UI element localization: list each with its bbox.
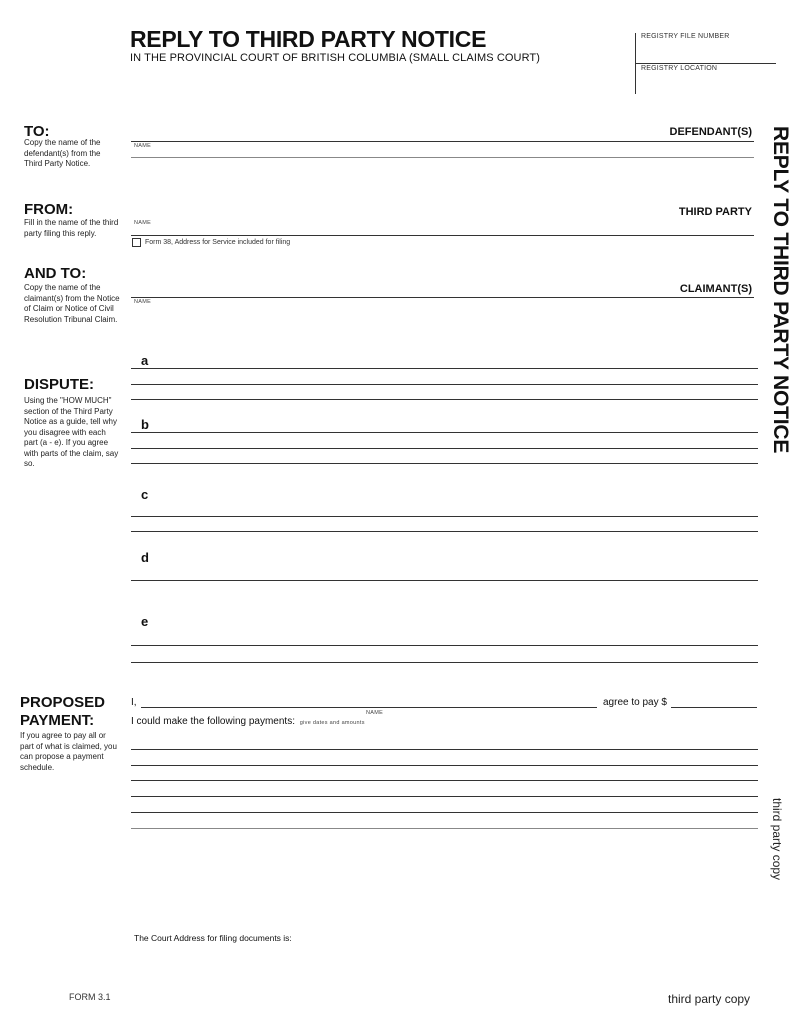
defendant-label: DEFENDANT(S): [669, 126, 752, 138]
and-to-help-text: Copy the name of the claimant(s) from the Notice of Claim or Notice of Civil Resolution Tribunal Claim.: [24, 283, 120, 324]
dispute-letter-b: b: [141, 417, 149, 432]
payment-line: [131, 812, 758, 813]
payment-line: [131, 796, 758, 797]
dispute-letter-e: e: [141, 614, 149, 629]
dispute-line: [131, 399, 758, 400]
dispute-line: [131, 516, 758, 517]
dispute-line: [131, 368, 758, 369]
address-for-service-row: [132, 238, 290, 247]
dispute-line: [131, 384, 758, 385]
third-party-line: [131, 235, 754, 236]
form-title: REPLY TO THIRD PARTY NOTICE: [130, 26, 487, 52]
claimant-label: CLAIMANT(S): [679, 283, 752, 295]
payments-row: [131, 716, 365, 727]
dispute-help-text: Using the "HOW MUCH" section of the Third Party Notice as a guide, tell why you disagree with each part (a - e). If you agree with parts of the claim, say so.: [24, 396, 119, 468]
payments-field[interactable]: [131, 730, 758, 828]
third-party-name-label: NAME: [134, 220, 152, 226]
proposed-heading: PROPOSED: [20, 694, 106, 711]
form-number: FORM 3.1: [69, 992, 111, 1002]
dispute-a-field[interactable]: [131, 352, 758, 400]
from-heading: FROM:: [24, 201, 74, 218]
payments-hint: give dates and amounts: [299, 720, 365, 726]
payment-line: [131, 765, 758, 766]
dispute-line: [131, 448, 758, 449]
defendant-underline: [131, 157, 754, 158]
registry-location-label: REGISTRY LOCATION: [641, 65, 718, 72]
side-copy-label: third party copy: [770, 798, 784, 881]
dispute-letter-c: c: [141, 487, 149, 502]
agree-amount-line: [671, 707, 757, 708]
defendant-name-label: NAME: [134, 143, 152, 149]
payment-line: [131, 780, 758, 781]
dispute-letter-a: a: [141, 353, 149, 368]
and-to-heading: AND TO:: [24, 265, 87, 282]
payment-line: [131, 749, 758, 750]
from-help-text: Fill in the name of the third party filing this reply.: [24, 218, 119, 238]
defendant-name-field[interactable]: [131, 142, 754, 157]
i-label: I,: [131, 697, 137, 708]
payment-line: [131, 828, 758, 829]
claimant-name-field[interactable]: [131, 298, 754, 314]
dispute-line: [131, 580, 758, 581]
payments-label: I could make the following payments:: [131, 716, 295, 727]
dispute-letter-d: d: [141, 550, 149, 565]
address-for-service-label: Form 38, Address for Service included for filing: [145, 239, 291, 246]
dispute-heading: DISPUTE:: [24, 376, 95, 393]
registry-file-number-field[interactable]: [636, 42, 776, 62]
third-party-label: THIRD PARTY: [678, 206, 752, 218]
dispute-line: [131, 531, 758, 532]
payer-name-field[interactable]: [141, 694, 597, 708]
dispute-e-field[interactable]: [131, 612, 758, 664]
dispute-line: [131, 432, 758, 433]
payment-help-text: If you agree to pay all or part of what is claimed, you can propose a payment schedule.: [20, 731, 117, 772]
agree-amount-field[interactable]: [671, 694, 757, 708]
third-party-name-field[interactable]: [131, 218, 754, 234]
side-title: REPLY TO THIRD PARTY NOTICE: [769, 126, 792, 454]
payment-heading: PAYMENT:: [20, 712, 95, 729]
dispute-c-field[interactable]: [131, 484, 758, 532]
address-for-service-checkbox[interactable]: [132, 238, 141, 247]
dispute-line: [131, 662, 758, 663]
claimant-name-label: NAME: [134, 299, 152, 305]
court-address-label: The Court Address for filing documents is:: [134, 933, 292, 943]
dispute-d-field[interactable]: [131, 548, 758, 582]
registry-file-number-label: REGISTRY FILE NUMBER: [641, 33, 730, 40]
agree-to-pay-label: agree to pay $: [603, 697, 667, 708]
registry-location-field[interactable]: [636, 74, 776, 94]
dispute-line: [131, 463, 758, 464]
to-heading: TO:: [24, 123, 50, 140]
footer-copy-label: third party copy: [668, 992, 751, 1006]
dispute-line: [131, 645, 758, 646]
payer-name-line: [141, 707, 597, 708]
registry-divider: [635, 63, 776, 64]
court-address-field[interactable]: [134, 945, 754, 979]
payer-name-label: NAME: [366, 710, 384, 716]
dispute-b-field[interactable]: [131, 416, 758, 464]
to-help-text: Copy the name of the defendant(s) from the Third Party Notice.: [24, 138, 101, 168]
form-subtitle: IN THE PROVINCIAL COURT OF BRITISH COLUMBIA (SMALL CLAIMS COURT): [130, 52, 541, 64]
